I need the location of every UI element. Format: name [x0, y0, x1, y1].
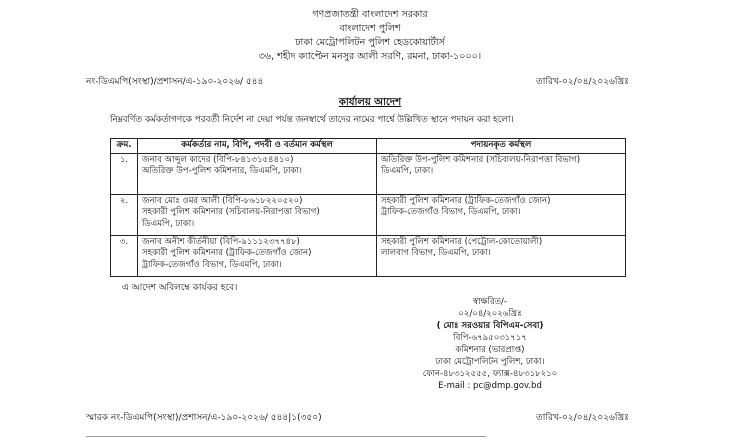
column-header-posting: পদায়নকৃত কর্মস্থল [377, 139, 626, 154]
email-label: E-mail : [438, 381, 471, 391]
email-link[interactable]: pc@dmp.gov.bd [473, 381, 542, 391]
posting-place: ডিএমপি, ঢাকা। [381, 166, 434, 176]
row-current-post [138, 194, 377, 235]
officer-current-place: ডিএমপি, ঢাকা। [142, 218, 195, 229]
footer-date: তারিখ-০২/০৪/২০২৬খ্রিঃ [536, 413, 629, 423]
row-new-posting [377, 235, 626, 276]
posting-table [110, 138, 626, 277]
row-current-post [138, 153, 377, 194]
table-header-row [111, 139, 626, 154]
signatory-bp: বিপি-৬৭৯৫০৩১৭১৭ [453, 333, 527, 343]
table-row [111, 153, 626, 194]
row-new-posting [377, 153, 626, 194]
row-serial: ১. [111, 153, 138, 194]
posting-place: ট্রাফিক-তেজগাঁও বিভাগ, ডিএমপি, ঢাকা। [381, 207, 521, 217]
posting-place: লালবাগ বিভাগ, ডিএমপি, ঢাকা। [381, 248, 491, 258]
posting-designation: অতিরিক্ত উপ-পুলিশ কমিশনার (সচিবালয়-নিরাপত্তা বিভাগ) [381, 154, 581, 165]
officer-current-designation: সহকারী পুলিশ কমিশনার (ট্রাফিক-তেজগাঁও জোন) [142, 248, 312, 258]
signatory-name: ( মোঃ সরওয়ার বিপিএম-সেবা) [436, 321, 544, 331]
memo-number: নং-ডিএমপি(সংস্থা)/প্রশাসন/এ-১৯০-২০২৬/ ৫৪৪ [86, 77, 264, 87]
intro-paragraph: নিম্নবর্ণিত কর্মকর্তাগণকে পরবর্তী নির্দেশ না দেয়া পর্যন্ত জনস্বার্থে তাদের নামের পার্শ্বে উল্লিখিত স্থানে পদায়ন করা হলো। [110, 115, 514, 125]
header-line-hq: ঢাকা মেট্রোপলিটন পুলিশ হেডকোয়ার্টার্স [295, 37, 445, 48]
header-line-address: ৩৬, শহীদ ক্যাপ্টেন মনসুর আলী সরণি, রমনা, ঢাকা-১০০০। [258, 51, 482, 62]
signature-date: ০২/০৪/২০২৬খ্রিঃ [458, 309, 522, 319]
footer-divider [86, 436, 486, 437]
row-serial: ২. [111, 194, 138, 235]
row-new-posting [377, 194, 626, 235]
officer-name: জনাব অনীশ কীর্তনীয়া (বিপি-৯১১১২৩৭৭৪৮) [142, 236, 300, 247]
officer-current-place: অতিরিক্ত উপ-পুলিশ কমিশনার, ডিএমপি, ঢাকা। [142, 166, 302, 176]
officer-name: জনাব আব্দুল কাদের (বিপি-৮৪১৩১৫৪৪১০) [142, 154, 294, 165]
officer-current-place: ট্রাফিক-তেজগাঁও বিভাগ, ডিএমপি, ঢাকা। [142, 259, 282, 270]
column-header-serial: ক্রম. [111, 139, 138, 154]
signed-mark: স্বাক্ষরিত/- [473, 297, 507, 307]
posting-designation: সহকারী পুলিশ কমিশনার (ট্রাফিক-তেজগাঁও জোন) [381, 195, 551, 206]
posting-designation: সহকারী পুলিশ কমিশনার (পেট্রোল-কোতোয়ালী) [381, 236, 543, 247]
table-row [111, 194, 626, 235]
signatory-phone: ফোন-৪৮৩১২৫৫৫, ফ্যাক্স-৪৮৩১৮২১০ [422, 369, 558, 379]
officer-current-designation: সহকারী পুলিশ কমিশনার (সচিবালয়-নিরাপত্তা বিভাগ) [142, 207, 320, 217]
row-serial: ৩. [111, 235, 138, 276]
column-header-officer: কর্মকর্তার নাম, বিপি, পদবী ও বর্তমান কর্মস্থল [138, 139, 377, 154]
header-line-police: বাংলাদেশ পুলিশ [339, 23, 401, 34]
memo-date: তারিখ-০২/০৪/২০২৬খ্রিঃ [536, 77, 629, 87]
officer-name: জনাব মোঃ ওমর আলী (বিপি-৮৬১৮২২০৫২০) [142, 195, 303, 206]
effect-note: এ আদেশ অবিলম্বে কার্যকর হবে। [122, 283, 238, 293]
signatory-email-line [380, 380, 600, 392]
document-title: কার্যালয় আদেশ [338, 97, 402, 108]
footer-reference: স্মারক নং-ডিএমপি(সংস্থা)/প্রশাসন/এ-১৯০-২০২৬/ ৫৪৪|১(৩৫০) [86, 413, 322, 423]
signatory-office: ঢাকা মেট্রোপলিটন পুলিশ, ঢাকা। [435, 357, 545, 367]
signature-block [380, 296, 600, 392]
signatory-designation: কমিশনার (ভারপ্রাপ্ত) [455, 345, 525, 355]
header-line-government: গণপ্রজাতন্ত্রী বাংলাদেশ সরকার [312, 9, 428, 20]
row-current-post [138, 235, 377, 276]
table-row [111, 235, 626, 276]
